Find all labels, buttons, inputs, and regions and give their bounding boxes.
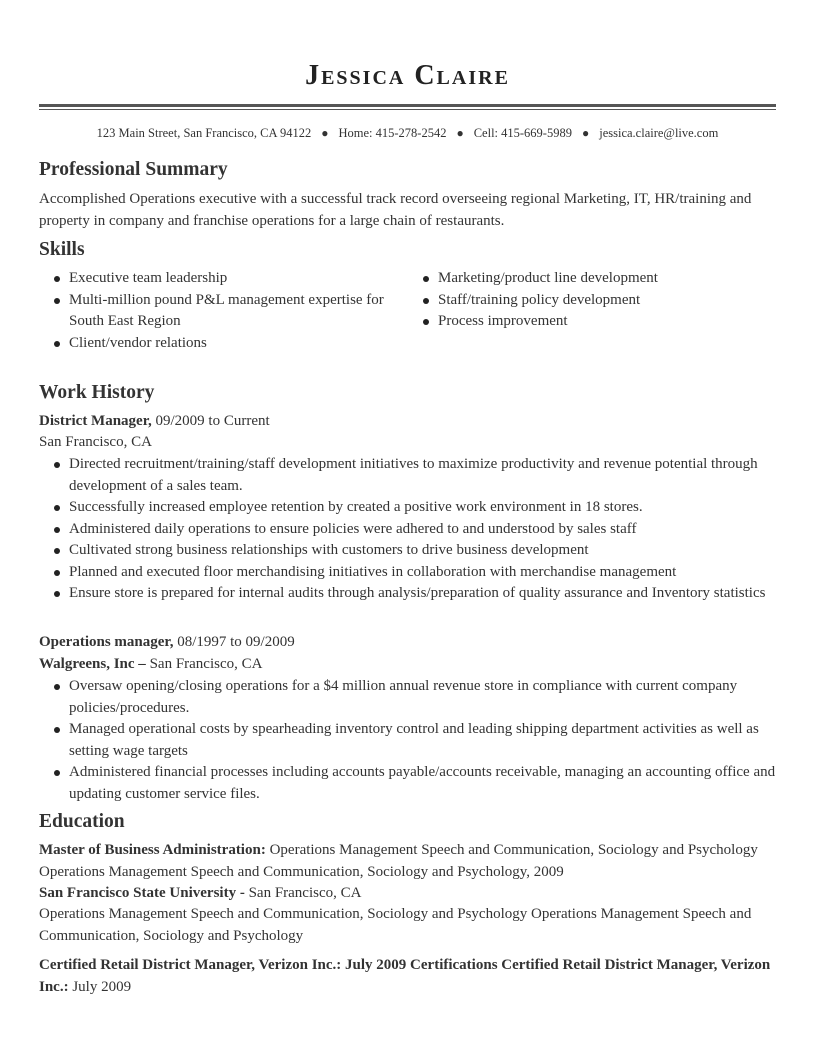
job-bullet: Administered financial processes including accounts payable/accounts receivable, managing an accounting office and updating customer service files. — [39, 762, 776, 805]
candidate-name: Jessica Claire — [305, 60, 510, 91]
education-details: Operations Management Speech and Communication, Sociology and Psychology Operations Management Speech and Communication, Sociology and Psychology — [39, 906, 752, 944]
job-title-line — [39, 411, 776, 433]
certification-date: July 2009 — [68, 978, 132, 995]
skills-list-left — [39, 268, 409, 354]
job-location: San Francisco, CA — [39, 434, 152, 450]
summary-heading: Professional Summary — [39, 159, 228, 180]
bullet-separator-icon: ● — [456, 126, 464, 140]
skill-item: Staff/training policy development — [408, 290, 776, 312]
skill-item: Client/vendor relations — [39, 333, 409, 355]
job-title-line — [39, 632, 776, 654]
job-bullets — [39, 454, 776, 605]
contact-home-phone: Home: 415-278-2542 — [338, 126, 447, 140]
summary-text: Accomplished Operations executive with a successful track record overseeing regional Marketing, IT, HR/training and property in company and franchise operations for a large chain of restaurants. — [39, 191, 752, 229]
header-rule-thin — [39, 109, 776, 110]
job-location-line — [39, 432, 776, 454]
job-bullet: Oversaw opening/closing operations for a $4 million annual revenue store in compliance with current company policies/procedures. — [39, 676, 776, 719]
school-location: San Francisco, CA — [248, 885, 362, 901]
job-location: San Francisco, CA — [149, 656, 263, 672]
job-title: District Manager, — [39, 413, 152, 429]
job-bullet: Managed operational costs by spearheading inventory control and leading shipping department activities as well as setting wage targets — [39, 719, 776, 762]
school-name: San Francisco State University - — [39, 885, 249, 901]
job-bullet: Planned and executed floor merchandising initiatives in collaboration with merchandise management — [39, 562, 776, 584]
education-degree — [39, 840, 776, 883]
bullet-separator-icon: ● — [581, 126, 590, 140]
education-heading: Education — [39, 811, 125, 832]
work-history-heading: Work History — [39, 382, 155, 403]
skill-item: Process improvement — [408, 311, 776, 333]
degree-text: Operations Management Speech and Communication, Sociology and Psychology Operations Management Speech and Communication, Sociology and Psychology, 2009 — [39, 842, 758, 880]
job-bullets — [39, 676, 776, 805]
skills-heading: Skills — [39, 239, 85, 260]
skill-item: Multi-million pound P&L management expertise for South East Region — [39, 290, 409, 333]
job-bullet: Administered daily operations to ensure policies were adhered to and understood by sales staff — [39, 519, 776, 541]
job-bullet: Cultivated strong business relationships with customers to drive business development — [39, 540, 776, 562]
skill-item: Marketing/product line development — [408, 268, 776, 290]
job-company-line — [39, 654, 776, 676]
job-bullet: Successfully increased employee retention by created a positive work environment in 18 stores. — [39, 497, 776, 519]
contact-email[interactable]: jessica.claire@live.com — [599, 126, 719, 140]
degree-label: Master of Business Administration: — [39, 842, 266, 858]
contact-address: 123 Main Street, San Francisco, CA 94122 — [96, 126, 312, 140]
job-dates: 09/2009 to Current — [151, 413, 270, 429]
bullet-separator-icon: ● — [321, 126, 329, 140]
job-bullet: Ensure store is prepared for internal audits through analysis/preparation of quality assurance and Inventory statistics — [39, 583, 776, 605]
skill-item: Executive team leadership — [39, 268, 409, 290]
certification-label: Certified Retail District Manager, Verizon Inc.: July 2009 Certifications Certified Retail District Manager, Verizon Inc.: — [39, 957, 771, 995]
skills-list-right — [408, 268, 776, 333]
job-company: Walgreens, Inc – — [39, 656, 150, 672]
certification — [39, 955, 776, 998]
header-rule-thick — [39, 104, 776, 107]
education-school — [39, 883, 776, 905]
contact-cell-phone: Cell: 415-669-5989 — [473, 126, 572, 140]
job-bullet: Directed recruitment/training/staff development initiatives to maximize productivity and revenue potential through development of a sales team. — [39, 454, 776, 497]
job-title: Operations manager, — [39, 634, 174, 650]
contact-line — [39, 126, 776, 141]
job-dates: 08/1997 to 09/2009 — [173, 634, 295, 650]
